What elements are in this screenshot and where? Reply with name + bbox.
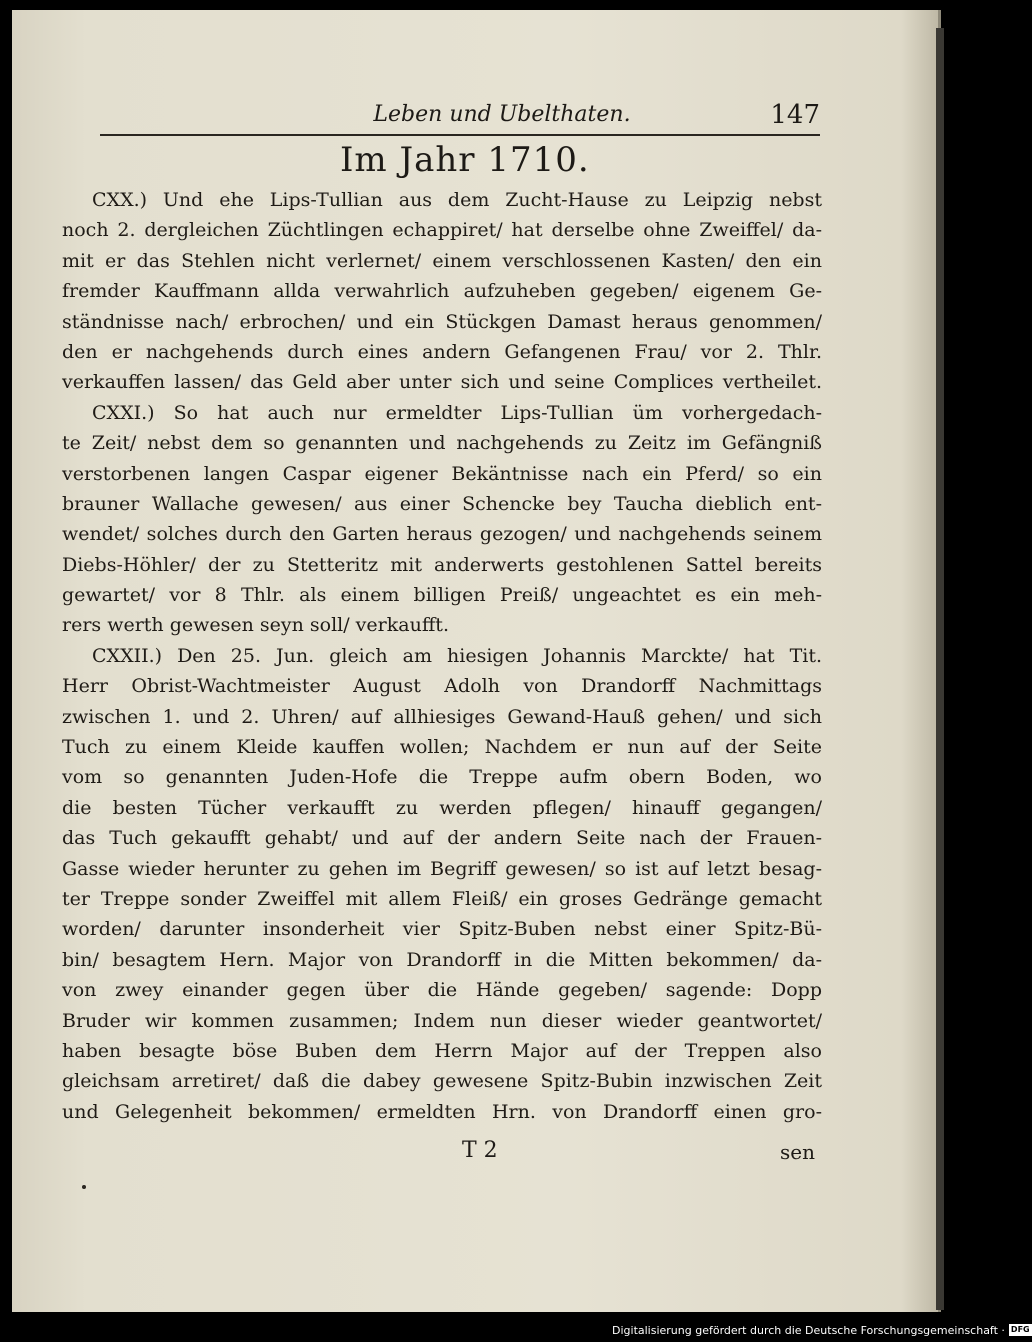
- text-line: Gasse wieder herunter zu gehen im Begriff gewesen/ so ist auf letzt besag-: [62, 857, 822, 880]
- text-line: verstorbenen langen Caspar eigener Bekäntnisse nach ein Pferd/ so ein: [62, 462, 822, 485]
- footer-credit: [612, 1322, 1032, 1338]
- text-line: und Gelegenheit bekommen/ ermeldten Hrn. von Drandorff einen gro-: [62, 1100, 822, 1123]
- text-line: verkauffen lassen/ das Geld aber unter sich und seine Complices vertheilet.: [62, 371, 822, 394]
- signature-mark: T 2: [462, 1138, 498, 1163]
- text-line: fremder Kauffmann allda verwahrlich aufzuheben gegeben/ eigenem Ge-: [62, 280, 822, 303]
- dfg-logo-icon: DFG: [1010, 1325, 1030, 1334]
- text-line: noch 2. dergleichen Züchtlingen echappiret/ hat derselbe ohne Zweiffel/ da-: [62, 219, 822, 242]
- text-line: brauner Wallache gewesen/ aus einer Schencke bey Taucha dieblich ent-: [62, 492, 822, 515]
- text-line: gewartet/ vor 8 Thlr. als einem billigen Preiß/ ungeachtet es ein meh-: [62, 584, 822, 607]
- header-rule: [100, 134, 820, 136]
- text-line: haben besagte böse Buben dem Herrn Major auf der Treppen also: [62, 1039, 822, 1062]
- ink-dot: [82, 1185, 86, 1189]
- text-line: von zwey einander gegen über die Hände gegeben/ sagende: Dopp: [62, 979, 822, 1002]
- footer-credit-text: Digitalisierung gefördert durch die Deutsche Forschungsgemeinschaft ·: [612, 1323, 1005, 1337]
- text-line: CXX.) Und ehe Lips-Tullian aus dem Zucht-Hause zu Leipzig nebst: [92, 189, 822, 211]
- text-line: den er nachgehends durch eines andern Gefangenen Frau/ vor 2. Thlr.: [62, 340, 822, 363]
- body-text: [62, 185, 822, 1127]
- page-edge-shadow: [936, 28, 944, 1310]
- page-header: [100, 100, 820, 140]
- text-line: mit er das Stehlen nicht verlernet/ einem verschlossenen Kasten/ den ein: [62, 249, 822, 272]
- text-line: wendet/ solches durch den Garten heraus gezogen/ und nachgehends seinem: [62, 523, 822, 546]
- text-line: ständnisse nach/ erbrochen/ und ein Stückgen Damast heraus genommen/: [62, 310, 822, 333]
- text-line: worden/ darunter insonderheit vier Spitz-Buben nebst einer Spitz-Bü-: [62, 918, 822, 941]
- text-line: gleichsam arretiret/ daß die dabey gewesene Spitz-Bubin inzwischen Zeit: [62, 1070, 822, 1093]
- page-number: 147: [770, 100, 820, 130]
- text-line: CXXI.) So hat auch nur ermeldter Lips-Tullian üm vorhergedach-: [92, 401, 822, 424]
- text-line: bin/ besagtem Hern. Major von Drandorff in die Mitten bekommen/ da-: [62, 948, 822, 971]
- catchword: sen: [780, 1140, 815, 1164]
- text-line: CXXII.) Den 25. Jun. gleich am hiesigen Johannis Marckte/ hat Tit.: [92, 644, 822, 667]
- text-line: Tuch zu einem Kleide kauffen wollen; Nachdem er nun auf der Seite: [62, 736, 822, 759]
- text-line: zwischen 1. und 2. Uhren/ auf allhiesiges Gewand-Hauß gehen/ und sich: [62, 705, 822, 728]
- text-line: Herr Obrist-Wachtmeister August Adolh von Drandorff Nachmittags: [62, 675, 822, 698]
- year-heading: Im Jahr 1710.: [340, 140, 590, 180]
- text-line: te Zeit/ nebst dem so genannten und nachgehends zu Zeitz im Gefängniß: [62, 432, 822, 455]
- text-line: Bruder wir kommen zusammen; Indem nun dieser wieder geantwortet/: [62, 1009, 822, 1032]
- text-line: rers werth gewesen seyn soll/ verkaufft.: [62, 614, 449, 637]
- text-line: die besten Tücher verkaufft zu werden pflegen/ hinauff gegangen/: [62, 796, 822, 819]
- text-line: das Tuch gekaufft gehabt/ und auf der andern Seite nach der Frauen-: [62, 827, 822, 850]
- running-head: Leben und Ubelthaten.: [373, 102, 631, 127]
- text-line: vom so genannten Juden-Hofe die Treppe aufm obern Boden, wo: [62, 766, 822, 789]
- text-line: ter Treppe sonder Zweiffel mit allem Fleiß/ ein groses Gedränge gemacht: [62, 887, 822, 910]
- text-line: Diebs-Höhler/ der zu Stetteritz mit anderwerts gestohlenen Sattel bereits: [62, 553, 822, 576]
